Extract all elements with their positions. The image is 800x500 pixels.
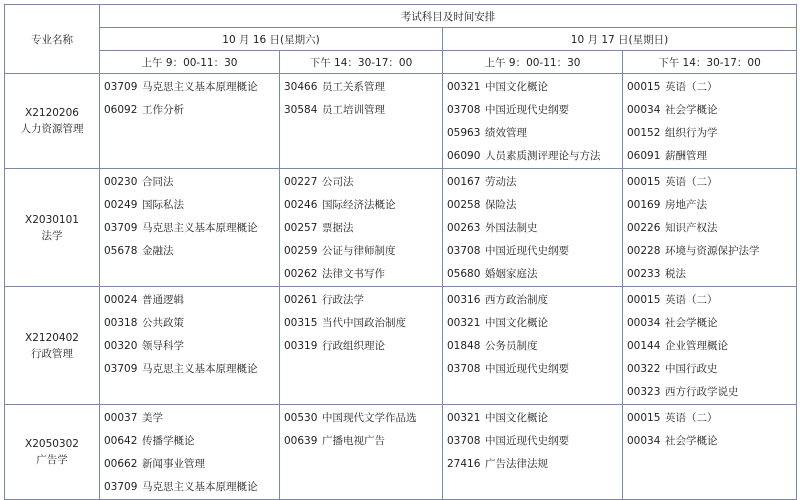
course-item bbox=[447, 122, 618, 145]
slot-cell bbox=[100, 405, 280, 500]
course-name: 公务员制度 bbox=[485, 340, 538, 352]
course-code: 00246 bbox=[284, 199, 318, 211]
course-code: 27416 bbox=[447, 458, 481, 470]
course-code: 06092 bbox=[104, 104, 138, 116]
course-name: 中国近现代史纲要 bbox=[485, 435, 569, 447]
course-name: 当代中国政治制度 bbox=[322, 317, 406, 329]
course-item bbox=[447, 453, 618, 476]
course-code: 00321 bbox=[447, 412, 481, 424]
course-item bbox=[627, 99, 792, 122]
course-item bbox=[284, 171, 438, 194]
major-name: 广告学 bbox=[36, 454, 68, 466]
course-name: 普通逻辑 bbox=[142, 294, 184, 306]
course-code: 00144 bbox=[627, 340, 661, 352]
course-item bbox=[447, 99, 618, 122]
major-name: 人力资源管理 bbox=[20, 123, 84, 135]
slot-cell bbox=[280, 287, 443, 405]
course-name: 中国近现代史纲要 bbox=[485, 363, 569, 375]
slot-cell bbox=[443, 405, 623, 500]
course-item bbox=[447, 335, 618, 358]
course-code: 00662 bbox=[104, 458, 138, 470]
course-name: 外国法制史 bbox=[485, 222, 538, 234]
course-name: 合同法 bbox=[142, 176, 174, 188]
course-code: 00034 bbox=[627, 104, 661, 116]
course-name: 金融法 bbox=[142, 245, 174, 257]
header-row-slots bbox=[5, 51, 797, 74]
slot-cell bbox=[280, 74, 443, 169]
course-item bbox=[284, 240, 438, 263]
course-code: 00034 bbox=[627, 435, 661, 447]
course-name: 社会学概论 bbox=[665, 104, 718, 116]
course-name: 票据法 bbox=[322, 222, 354, 234]
course-code: 00226 bbox=[627, 222, 661, 234]
course-item bbox=[284, 289, 438, 312]
course-item bbox=[627, 289, 792, 312]
course-item bbox=[627, 171, 792, 194]
course-item bbox=[447, 312, 618, 335]
course-code: 00227 bbox=[284, 176, 318, 188]
course-name: 知识产权法 bbox=[665, 222, 718, 234]
course-code: 00262 bbox=[284, 268, 318, 280]
course-code: 00037 bbox=[104, 412, 138, 424]
course-item bbox=[284, 263, 438, 286]
course-code: 05678 bbox=[104, 245, 138, 257]
course-name: 英语（二） bbox=[665, 176, 718, 188]
course-item bbox=[447, 76, 618, 99]
course-name: 中国文化概论 bbox=[485, 412, 548, 424]
major-cell bbox=[5, 169, 100, 287]
course-code: 00152 bbox=[627, 127, 661, 139]
course-code: 06090 bbox=[447, 150, 481, 162]
course-code: 01848 bbox=[447, 340, 481, 352]
course-code: 00259 bbox=[284, 245, 318, 257]
slot-cell bbox=[100, 74, 280, 169]
course-name: 英语（二） bbox=[665, 412, 718, 424]
major-cell bbox=[5, 74, 100, 169]
course-name: 美学 bbox=[142, 412, 163, 424]
course-item bbox=[284, 99, 438, 122]
course-name: 工作分析 bbox=[142, 104, 184, 116]
course-item bbox=[447, 430, 618, 453]
major-code: X2050302 bbox=[25, 438, 79, 450]
course-name: 马克思主义基本原理概论 bbox=[142, 222, 258, 234]
course-code: 03708 bbox=[447, 435, 481, 447]
course-name: 中国行政史 bbox=[665, 363, 718, 375]
course-code: 00315 bbox=[284, 317, 318, 329]
course-name: 广告法律法规 bbox=[485, 458, 548, 470]
course-code: 00261 bbox=[284, 294, 318, 306]
major-code: X2120402 bbox=[25, 331, 79, 344]
course-name: 中国文化概论 bbox=[485, 317, 548, 329]
course-name: 西方行政学说史 bbox=[665, 386, 739, 398]
slot-cell bbox=[443, 74, 623, 169]
course-name: 行政组织理论 bbox=[322, 340, 385, 352]
course-name: 西方政治制度 bbox=[485, 294, 548, 306]
slot-cell bbox=[100, 169, 280, 287]
slot-header-sat-pm: 下午 14：30-17：00 bbox=[280, 51, 443, 74]
course-item bbox=[104, 335, 275, 358]
course-name: 劳动法 bbox=[485, 176, 517, 188]
course-item bbox=[627, 358, 792, 381]
course-item bbox=[447, 358, 618, 381]
course-code: 03709 bbox=[104, 363, 138, 375]
course-name: 中国近现代史纲要 bbox=[485, 245, 569, 257]
course-name: 英语（二） bbox=[665, 81, 718, 93]
course-name: 国际私法 bbox=[142, 199, 184, 211]
major-name: 行政管理 bbox=[31, 347, 73, 360]
course-item bbox=[104, 407, 275, 430]
exam-title-header: 考试科目及时间安排 bbox=[100, 5, 797, 28]
course-name: 社会学概论 bbox=[665, 317, 718, 329]
course-code: 03708 bbox=[447, 245, 481, 257]
course-code: 00228 bbox=[627, 245, 661, 257]
course-name: 婚姻家庭法 bbox=[485, 268, 538, 280]
slot-header-sat-am: 上午 9：00-11：30 bbox=[100, 51, 280, 74]
course-code: 05680 bbox=[447, 268, 481, 280]
course-name: 保险法 bbox=[485, 199, 517, 211]
major-row bbox=[5, 169, 797, 287]
course-code: 00015 bbox=[627, 412, 661, 424]
course-name: 社会学概论 bbox=[665, 435, 718, 447]
slot-cell bbox=[280, 405, 443, 500]
course-name: 马克思主义基本原理概论 bbox=[142, 81, 258, 93]
slot-cell bbox=[280, 169, 443, 287]
major-row bbox=[5, 74, 797, 169]
slot-cell bbox=[443, 169, 623, 287]
course-name: 税法 bbox=[665, 268, 686, 280]
course-code: 00642 bbox=[104, 435, 138, 447]
course-code: 00639 bbox=[284, 435, 318, 447]
course-name: 传播学概论 bbox=[142, 435, 195, 447]
course-code: 03709 bbox=[104, 81, 138, 93]
course-name: 英语（二） bbox=[665, 294, 718, 306]
course-item bbox=[627, 335, 792, 358]
course-item bbox=[447, 289, 618, 312]
course-name: 公司法 bbox=[322, 176, 354, 188]
course-code: 00024 bbox=[104, 294, 138, 306]
slot-cell bbox=[623, 169, 797, 287]
course-item bbox=[104, 76, 275, 99]
day-header-sunday: 10 月 17 日(星期日) bbox=[443, 28, 797, 51]
exam-schedule-table bbox=[4, 4, 797, 500]
header-row-days bbox=[5, 28, 797, 51]
course-item bbox=[447, 263, 618, 286]
course-item bbox=[627, 381, 792, 404]
course-item bbox=[284, 430, 438, 453]
course-code: 00233 bbox=[627, 268, 661, 280]
course-code: 00530 bbox=[284, 412, 318, 424]
course-name: 中国文化概论 bbox=[485, 81, 548, 93]
course-item bbox=[104, 453, 275, 476]
course-name: 企业管理概论 bbox=[665, 340, 728, 352]
day-header-saturday: 10 月 16 日(星期六) bbox=[100, 28, 443, 51]
course-name: 领导科学 bbox=[142, 340, 184, 352]
course-item bbox=[447, 194, 618, 217]
course-item bbox=[104, 289, 275, 312]
course-code: 00320 bbox=[104, 340, 138, 352]
course-code: 00034 bbox=[627, 317, 661, 329]
course-code: 00015 bbox=[627, 81, 661, 93]
course-item bbox=[447, 407, 618, 430]
course-code: 00258 bbox=[447, 199, 481, 211]
course-name: 法律文书写作 bbox=[322, 268, 385, 280]
course-code: 03708 bbox=[447, 104, 481, 116]
slot-cell bbox=[623, 287, 797, 405]
course-item bbox=[447, 217, 618, 240]
course-name: 马克思主义基本原理概论 bbox=[142, 363, 258, 375]
course-item bbox=[627, 217, 792, 240]
course-item bbox=[627, 76, 792, 99]
course-name: 人员素质测评理论与方法 bbox=[485, 150, 601, 162]
course-item bbox=[284, 312, 438, 335]
course-name: 环境与资源保护法学 bbox=[665, 245, 760, 257]
course-item bbox=[447, 145, 618, 168]
course-name: 绩效管理 bbox=[485, 127, 527, 139]
slot-header-sun-pm: 下午 14：30-17：00 bbox=[623, 51, 797, 74]
course-code: 00249 bbox=[104, 199, 138, 211]
course-item bbox=[627, 430, 792, 453]
course-name: 公共政策 bbox=[142, 317, 184, 329]
slot-header-sun-am: 上午 9：00-11：30 bbox=[443, 51, 623, 74]
major-code: X2120206 bbox=[25, 107, 79, 119]
course-item bbox=[627, 145, 792, 168]
course-item bbox=[104, 99, 275, 122]
course-code: 00321 bbox=[447, 317, 481, 329]
course-name: 房地产法 bbox=[665, 199, 707, 211]
schedule-body bbox=[5, 74, 797, 500]
course-code: 06091 bbox=[627, 150, 661, 162]
course-code: 03708 bbox=[447, 363, 481, 375]
course-item bbox=[104, 240, 275, 263]
course-code: 00263 bbox=[447, 222, 481, 234]
slot-cell bbox=[443, 287, 623, 405]
course-code: 00316 bbox=[447, 294, 481, 306]
major-column-header: 专业名称 bbox=[5, 5, 100, 74]
course-name: 国际经济法概论 bbox=[322, 199, 396, 211]
slot-cell bbox=[623, 405, 797, 500]
course-code: 00319 bbox=[284, 340, 318, 352]
course-item bbox=[627, 407, 792, 430]
course-code: 03709 bbox=[104, 481, 138, 493]
course-code: 03709 bbox=[104, 222, 138, 234]
course-item bbox=[627, 122, 792, 145]
course-item bbox=[284, 335, 438, 358]
course-item bbox=[104, 430, 275, 453]
course-code: 00323 bbox=[627, 386, 661, 398]
course-item bbox=[104, 312, 275, 335]
course-name: 薪酬管理 bbox=[665, 150, 707, 162]
course-item bbox=[284, 407, 438, 430]
course-name: 中国近现代史纲要 bbox=[485, 104, 569, 116]
course-code: 00257 bbox=[284, 222, 318, 234]
course-code: 00167 bbox=[447, 176, 481, 188]
course-code: 30584 bbox=[284, 104, 318, 116]
course-item bbox=[627, 312, 792, 335]
course-name: 员工关系管理 bbox=[322, 81, 385, 93]
course-code: 00169 bbox=[627, 199, 661, 211]
major-code: X2030101 bbox=[25, 213, 79, 226]
course-item bbox=[447, 240, 618, 263]
course-name: 新闻事业管理 bbox=[142, 458, 205, 470]
course-code: 00015 bbox=[627, 294, 661, 306]
course-item bbox=[104, 194, 275, 217]
course-item bbox=[627, 240, 792, 263]
course-item bbox=[284, 194, 438, 217]
course-name: 马克思主义基本原理概论 bbox=[142, 481, 258, 493]
course-item bbox=[447, 171, 618, 194]
course-item bbox=[104, 358, 275, 381]
course-code: 05963 bbox=[447, 127, 481, 139]
course-name: 公证与律师制度 bbox=[322, 245, 396, 257]
course-item bbox=[284, 76, 438, 99]
course-code: 00321 bbox=[447, 81, 481, 93]
major-row bbox=[5, 405, 797, 500]
major-name: 法学 bbox=[41, 229, 63, 242]
header-row-title bbox=[5, 5, 797, 28]
course-code: 00015 bbox=[627, 176, 661, 188]
course-name: 中国现代文学作品选 bbox=[322, 412, 417, 424]
major-row bbox=[5, 287, 797, 405]
course-name: 广播电视广告 bbox=[322, 435, 385, 447]
slot-cell bbox=[100, 287, 280, 405]
major-cell bbox=[5, 287, 100, 405]
course-item bbox=[104, 476, 275, 499]
course-code: 00230 bbox=[104, 176, 138, 188]
course-code: 30466 bbox=[284, 81, 318, 93]
course-name: 组织行为学 bbox=[665, 127, 718, 139]
course-code: 00322 bbox=[627, 363, 661, 375]
course-item bbox=[104, 217, 275, 240]
course-item bbox=[627, 194, 792, 217]
course-code: 00318 bbox=[104, 317, 138, 329]
course-item bbox=[104, 171, 275, 194]
major-cell bbox=[5, 405, 100, 500]
course-item bbox=[627, 263, 792, 286]
course-name: 员工培训管理 bbox=[322, 104, 385, 116]
course-item bbox=[284, 217, 438, 240]
slot-cell bbox=[623, 74, 797, 169]
course-name: 行政法学 bbox=[322, 294, 364, 306]
